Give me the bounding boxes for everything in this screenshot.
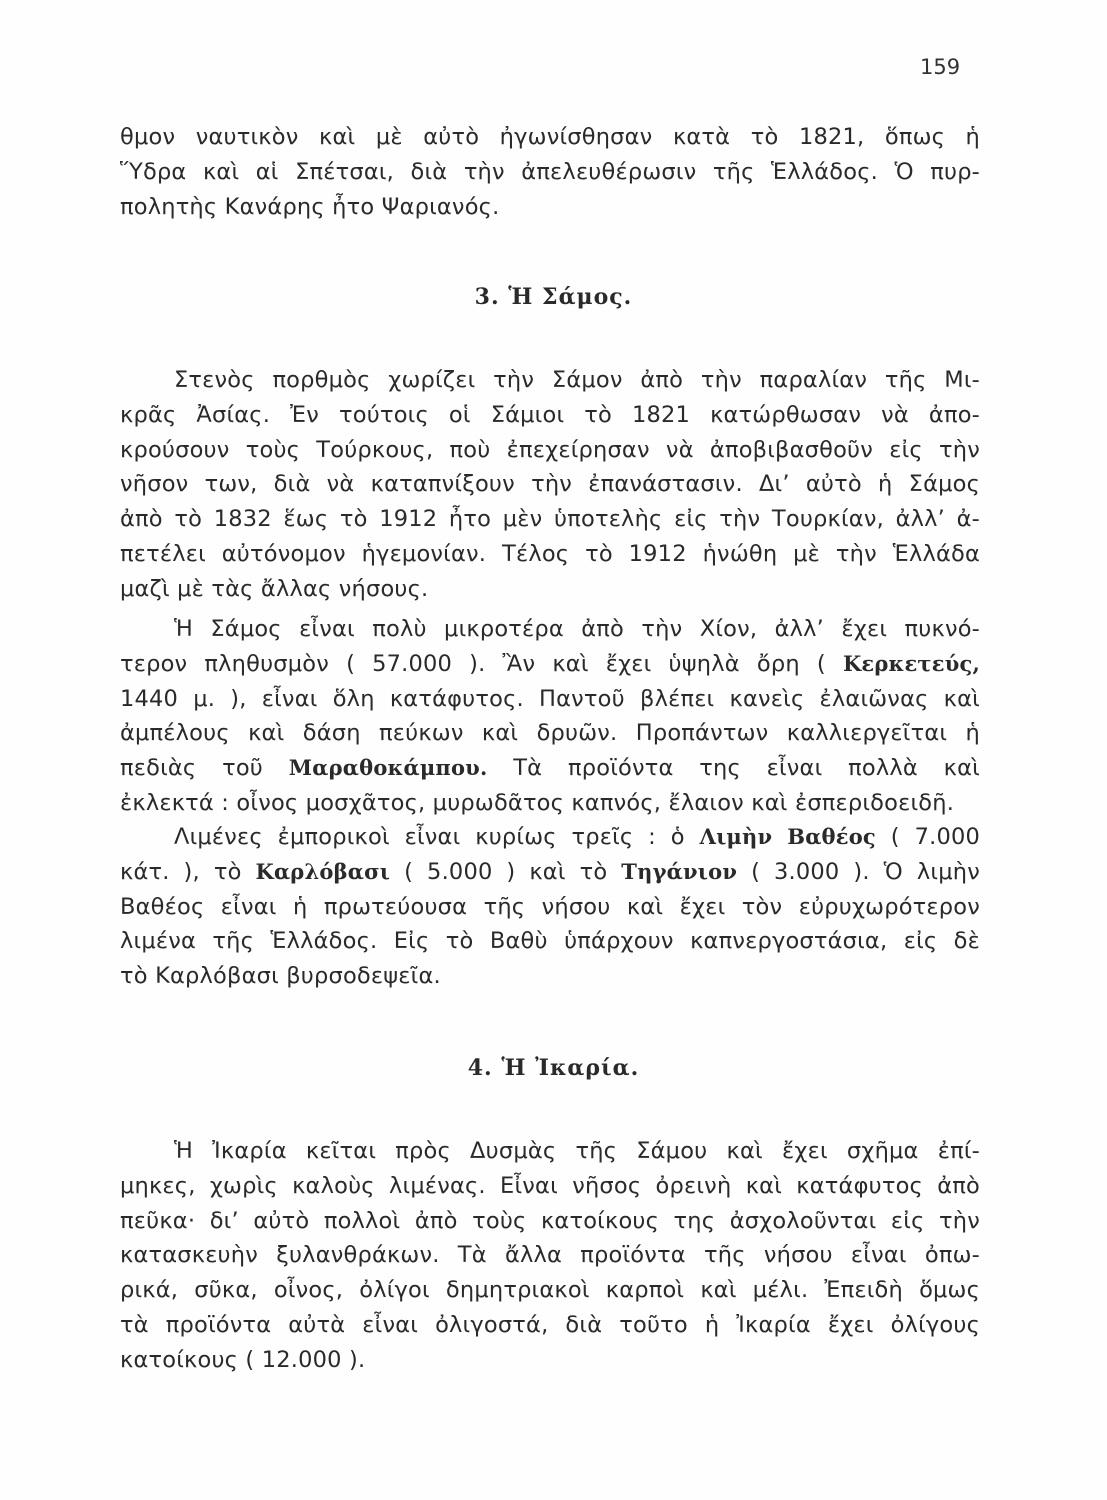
text-line: τερον πληθυσμὸν ( 57.000 ). Ἂν καὶ ἔχει ὑψηλὰ ὄρη ( Κερκετεύς,	[120, 650, 980, 677]
text-line: κατοίκους ( 12.000 ).	[120, 1346, 366, 1373]
text-line: Ἡ Σάμος εἶναι πολὺ μικροτέρα ἀπὸ τὴν Χίον, ἀλλ’ ἔχει πυκνό-	[174, 616, 980, 642]
page-number: 159	[920, 55, 961, 79]
text-line: 1440 μ. ), εἶναι ὅλη κατάφυτος. Παντοῦ βλέπει κανεὶς ἐλαιῶνας καὶ	[120, 685, 980, 712]
text-line: μαζὶ μὲ τὰς ἄλλας νήσους.	[120, 575, 429, 602]
bold-term: Κερκετεύς,	[842, 650, 980, 676]
text-line: Λιμένες ἐμπορικοὶ εἶναι κυρίως τρεῖς : ὁ Λιμὴν Βαθέος ( 7.000	[174, 824, 980, 850]
text-line: ἀμπέλους καὶ δάση πεύκων καὶ δρυῶν. Προπάντων καλλιεργεῖται ἡ	[120, 720, 980, 747]
bold-term: Μαραθοκάμπου.	[288, 755, 488, 781]
text-line: τὰ προϊόντα αὐτὰ εἶναι ὀλιγοστά, διὰ τοῦτο ἡ Ἰκαρία ἔχει ὀλίγους	[120, 1311, 980, 1338]
ikaria-paragraph	[120, 1134, 980, 1378]
samos-paragraph-3	[120, 820, 980, 994]
bold-term: Καρλόβασι	[255, 858, 391, 884]
text-line: κρᾶς Ἀσίας. Ἐν τούτοις οἱ Σάμιοι τὸ 1821 κατώρθωσαν νὰ ἀπο-	[120, 401, 980, 428]
text-line: πετέλει αὐτόνομον ἡγεμονίαν. Τέλος τὸ 1912 ἡνώθη μὲ τὴν Ἑλλάδα	[120, 540, 980, 567]
bold-term: Λιμὴν Βαθέος	[699, 824, 876, 849]
text-line: κρούσουν τοὺς Τούρκους, ποὺ ἐπεχείρησαν νὰ ἀποβιβασθοῦν εἰς τὴν	[120, 436, 980, 463]
text-line: πολητὴς Κανάρης ἦτο Ψαριανός.	[120, 193, 500, 220]
section-heading-samos: 3. Ἡ Σάμος.	[474, 284, 633, 310]
text-line: λιμένα τῆς Ἑλλάδος. Εἰς τὸ Βαθὺ ὑπάρχουν καπνεργοστάσια, εἰς δὲ	[120, 928, 980, 955]
text-line: Ὕδρα καὶ αἱ Σπέτσαι, διὰ τὴν ἀπελευθέρωσιν τῆς Ἑλλάδος. Ὁ πυρ-	[120, 158, 980, 185]
text-line: ἐκλεκτά : οἶνος μοσχᾶτος, μυρωδᾶτος καπνός, ἔλαιον καὶ ἐσπεριδοειδῆ.	[120, 789, 955, 816]
samos-paragraph-2	[120, 612, 980, 821]
text-line: Ἡ Ἰκαρία κεῖται πρὸς Δυσμὰς τῆς Σάμου καὶ ἔχει σχῆμα ἐπί-	[174, 1138, 980, 1164]
text-line: Βαθέος εἶναι ἡ πρωτεύουσα τῆς νήσου καὶ ἔχει τὸν εὐρυχωρότερον	[120, 893, 980, 920]
text-line: τὸ Καρλόβασι βυρσοδεψεῖα.	[120, 963, 441, 990]
intro-paragraph	[120, 120, 980, 224]
text-line: ρικά, σῦκα, οἶνος, ὀλίγοι δημητριακοὶ καρποὶ καὶ μέλι. Ἐπειδὴ ὅμως	[120, 1277, 980, 1304]
text-line: νῆσον των, διὰ νὰ καταπνίξουν τὴν ἐπανάστασιν. Δι’ αὐτὸ ἡ Σάμος	[120, 471, 980, 498]
text-line: ἀπὸ τὸ 1832 ἕως τὸ 1912 ἦτο μὲν ὑποτελὴς εἰς τὴν Τουρκίαν, ἀλλ’ ἀ-	[120, 506, 980, 533]
bold-term: Τηγάνιον	[621, 858, 738, 884]
text-line: κατασκευὴν ξυλανθράκων. Τὰ ἄλλα προϊόντα τῆς νήσου εἶναι ὀπω-	[120, 1242, 980, 1269]
text-line: Στενὸς πορθμὸς χωρίζει τὴν Σάμον ἀπὸ τὴν παραλίαν τῆς Μι-	[174, 367, 980, 393]
text-line: μηκες, χωρὶς καλοὺς λιμένας. Εἶναι νῆσος ὀρεινὴ καὶ κατάφυτος ἀπὸ	[120, 1172, 980, 1199]
text-line: πεδιὰς τοῦ Μαραθοκάμπου. Τὰ προϊόντα της εἶναι πολλὰ καὶ	[120, 755, 980, 782]
samos-paragraph-1	[120, 363, 980, 607]
text-line: πεῦκα· δι’ αὐτὸ πολλοὶ ἀπὸ τοὺς κατοίκους της ἀσχολοῦνται εἰς τὴν	[120, 1207, 980, 1234]
text-line: κάτ. ), τὸ Καρλόβασι ( 5.000 ) καὶ τὸ Τηγάνιον ( 3.000 ). Ὁ λιμὴν	[120, 858, 980, 885]
section-heading-ikaria: 4. Ἡ Ἰκαρία.	[467, 1055, 640, 1081]
text-line: θμον ναυτικὸν καὶ μὲ αὐτὸ ἠγωνίσθησαν κατὰ τὸ 1821, ὅπως ἡ	[120, 124, 980, 150]
